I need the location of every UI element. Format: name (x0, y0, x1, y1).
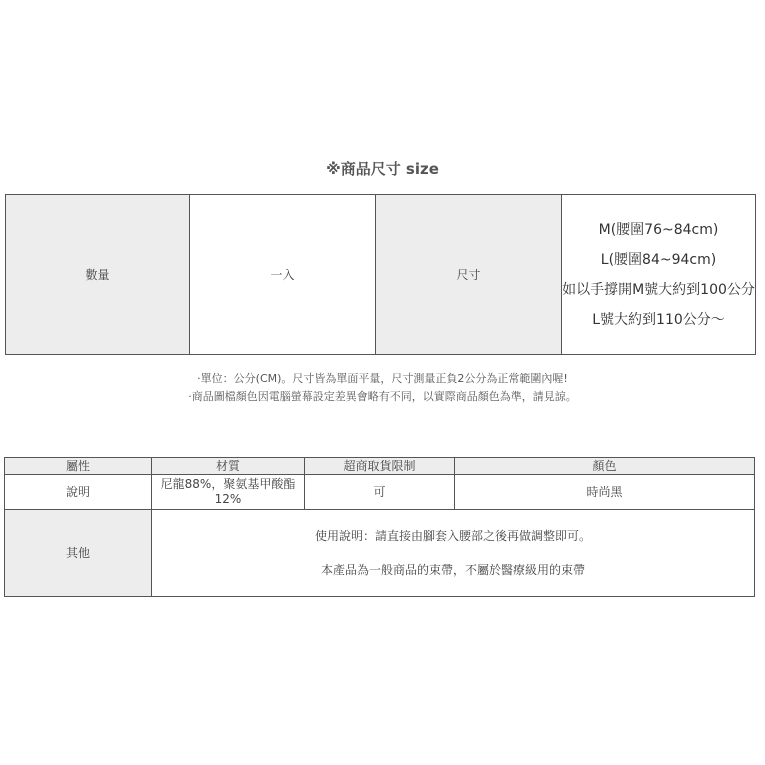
color-value: 時尚黑 (455, 475, 755, 510)
header-material: 材質 (152, 458, 305, 475)
row-label-other: 其他 (5, 510, 152, 597)
product-disclaimer: 本產品為一般商品的束帶，不屬於醫療級用的束帶 (320, 563, 585, 577)
header-color: 顏色 (455, 458, 755, 475)
note-color: ·商品圖檔顏色因電腦螢幕設定差異會略有不同，以實際商品顏色為準，請見諒。 (188, 390, 577, 403)
attribute-table (4, 457, 755, 597)
header-attribute: 屬性 (5, 458, 152, 475)
size-l-stretched: L號大約到110公分～ (592, 312, 725, 328)
size-values (562, 195, 756, 355)
size-label: 尺寸 (376, 195, 562, 355)
row-label-description: 說明 (5, 475, 152, 510)
note-unit: ·單位：公分(CM)。尺寸皆為單面平量，尺寸測量正負2公分為正常範圍內喔! (197, 372, 568, 385)
size-l: L(腰圍84~94cm) (600, 252, 717, 268)
usage-instructions: 使用說明：請直接由腳套入腰部之後再做調整即可。 (314, 529, 591, 543)
size-m: M(腰圍76~84cm) (598, 222, 719, 238)
size-notes (0, 370, 765, 406)
header-pickup-limit: 超商取貨限制 (305, 458, 455, 475)
quantity-value: 一入 (190, 195, 376, 355)
other-notes (152, 510, 755, 597)
section-title: ※商品尺寸 size (326, 160, 439, 178)
pickup-value: 可 (305, 475, 455, 510)
size-table (5, 194, 756, 355)
quantity-label: 數量 (6, 195, 190, 355)
size-m-stretched: 如以手撐開M號大約到100公分 (562, 282, 755, 298)
material-value: 尼龍88%，聚氨基甲酸酯12% (152, 475, 305, 510)
